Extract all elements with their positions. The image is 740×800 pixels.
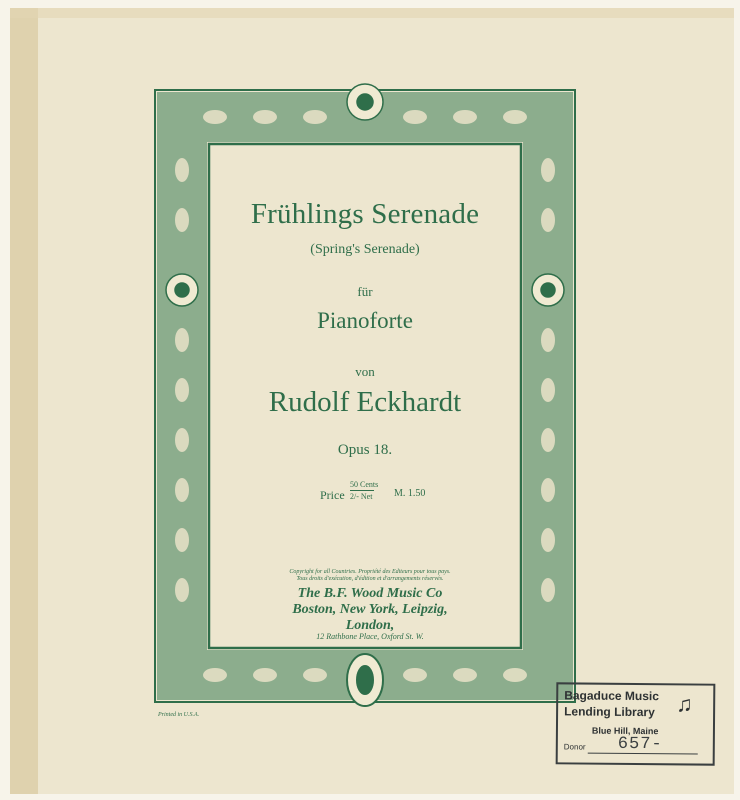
- stamp-donor-label: Donor: [563, 742, 586, 752]
- fraction-line: [350, 490, 374, 491]
- bottom-cartouche: [347, 654, 383, 706]
- publisher-line-2: Boston, New York, Leipzig,: [292, 602, 448, 617]
- publisher-line-1: The B.F. Wood Music Co: [297, 586, 443, 601]
- printed-in: Printed in U.S.A.: [158, 712, 200, 718]
- by-word: von: [355, 364, 375, 379]
- copyright-line-2: Tous droits d'exécution, d'édition et d'arrangements réservés.: [296, 576, 444, 582]
- copyright-line-1: Copyright for all Countries. Propriété des Editeurs pour tous pays.: [289, 569, 451, 575]
- aged-left-edge: [10, 8, 38, 794]
- title: Frühlings Serenade: [250, 198, 480, 230]
- composer: Rudolf Eckhardt: [268, 386, 462, 418]
- price-label: Price: [320, 488, 345, 502]
- publisher-address: 12 Rathbone Place, Oxford St. W.: [316, 632, 424, 641]
- price-fraction: [350, 480, 378, 501]
- donor-line: [588, 753, 698, 755]
- stamp-line-2: Lending Library: [564, 704, 655, 720]
- library-stamp: [556, 682, 716, 765]
- price-mark: M. 1.50: [394, 488, 426, 499]
- instrument: Pianoforte: [317, 308, 413, 333]
- publisher-line-3: London,: [345, 618, 395, 633]
- aged-top-edge: [10, 8, 734, 18]
- copyright-notice: [260, 569, 480, 583]
- stamp-number: 657-: [617, 734, 663, 755]
- for-word: für: [357, 284, 373, 299]
- publisher: [240, 586, 500, 634]
- music-note-icon: ♫: [676, 691, 693, 717]
- price-top: 50 Cents: [350, 480, 379, 489]
- price-bottom: 2/- Net: [350, 492, 373, 501]
- price: [300, 480, 440, 510]
- opus: Opus 18.: [337, 442, 393, 458]
- stamp-line-1: Bagaduce Music: [564, 688, 660, 704]
- stamp-line-3: Blue Hill, Maine: [591, 725, 659, 737]
- subtitle: (Spring's Serenade): [310, 242, 420, 257]
